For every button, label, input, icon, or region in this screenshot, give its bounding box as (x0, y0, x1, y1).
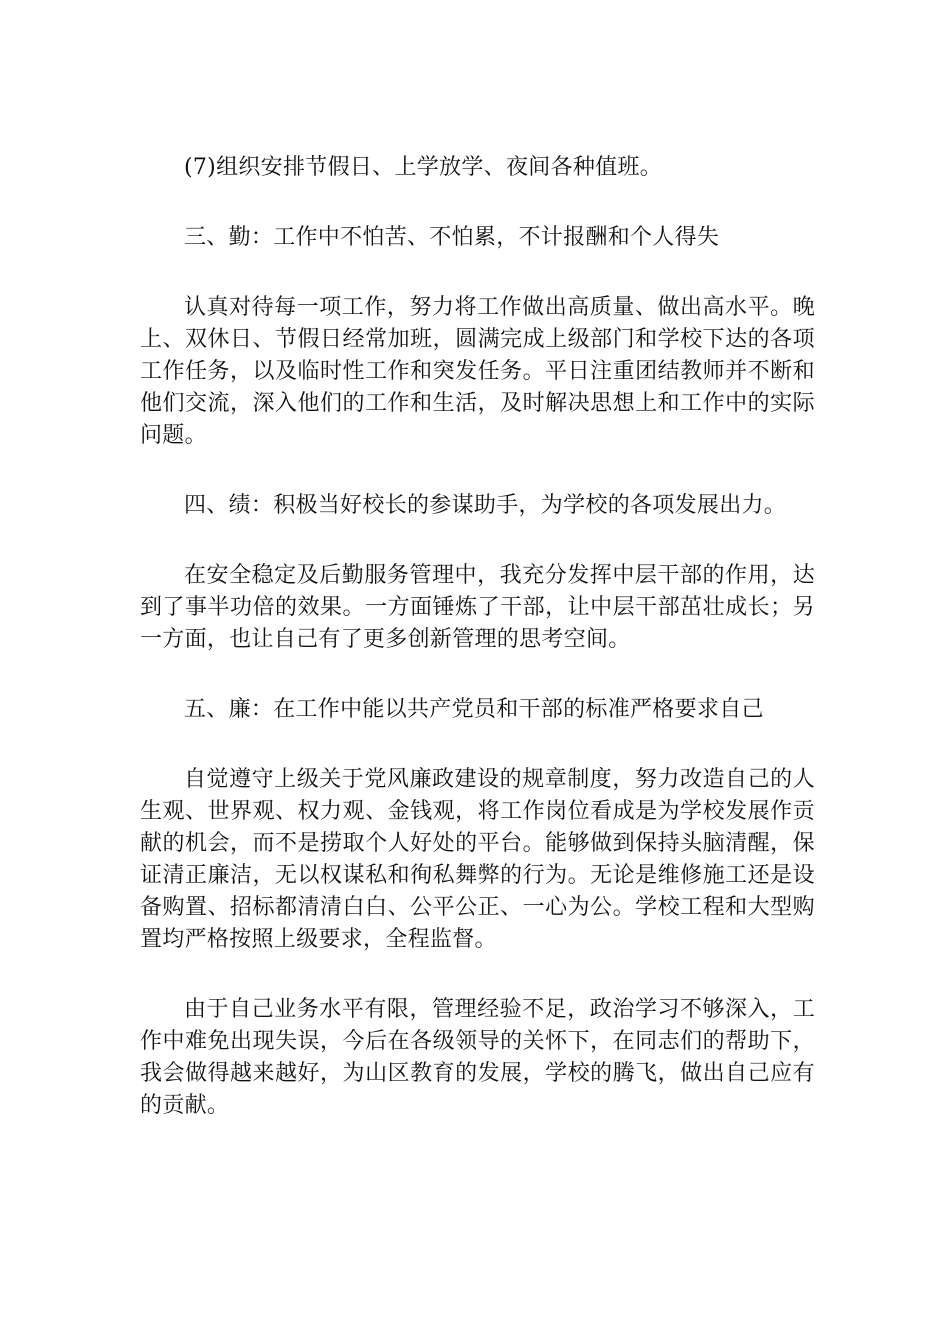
document-body (140, 152, 815, 1122)
paragraph-conclusion: 由于自己业务水平有限，管理经验不足，政治学习不够深入，工作中难免出现失误，今后在各级领导的关怀下，在同志们的帮助下，我会做得越来越好，为山区教育的发展，学校的腾飞，做出自己应有的贡献。 (140, 997, 815, 1118)
heading-integrity: 五、廉：在工作中能以共产党员和干部的标准严格要求自己 (184, 697, 764, 722)
paragraph-integrity: 自觉遵守上级关于党风廉政建设的规章制度，努力改造自己的人生观、世界观、权力观、金钱观，将工作岗位看成是为学校发展作贡献的机会，而不是捞取个人好处的平台。能够做到保持头脑清醒，保证清正廉洁，无以权谋私和徇私舞弊的行为。无论是维修施工还是设备购置、招标都清清白白、公平公正、一心为公。学校工程和大型购置均严格按照上级要求，全程监督。 (140, 767, 815, 952)
paragraph-achievement: 在安全稳定及后勤服务管理中，我充分发挥中层干部的作用，达到了事半功倍的效果。一方面锤炼了干部，让中层干部茁壮成长；另一方面，也让自己有了更多创新管理的思考空间。 (140, 563, 815, 652)
heading-achievement: 四、绩：积极当好校长的参谋助手，为学校的各项发展出力。 (184, 493, 787, 518)
paragraph-diligence: 认真对待每一项工作，努力将工作做出高质量、做出高水平。晚上、双休日、节假日经常加班，圆满完成上级部门和学校下达的各项工作任务，以及临时性工作和突发任务。平日注重团结教师并不断和他们交流，深入他们的工作和生活，及时解决思想上和工作中的实际问题。 (140, 295, 815, 448)
paragraph-duty-arrangement: (7)组织安排节假日、上学放学、夜间各种值班。 (184, 155, 663, 180)
heading-diligence: 三、勤：工作中不怕苦、不怕累，不计报酬和个人得失 (184, 225, 720, 250)
